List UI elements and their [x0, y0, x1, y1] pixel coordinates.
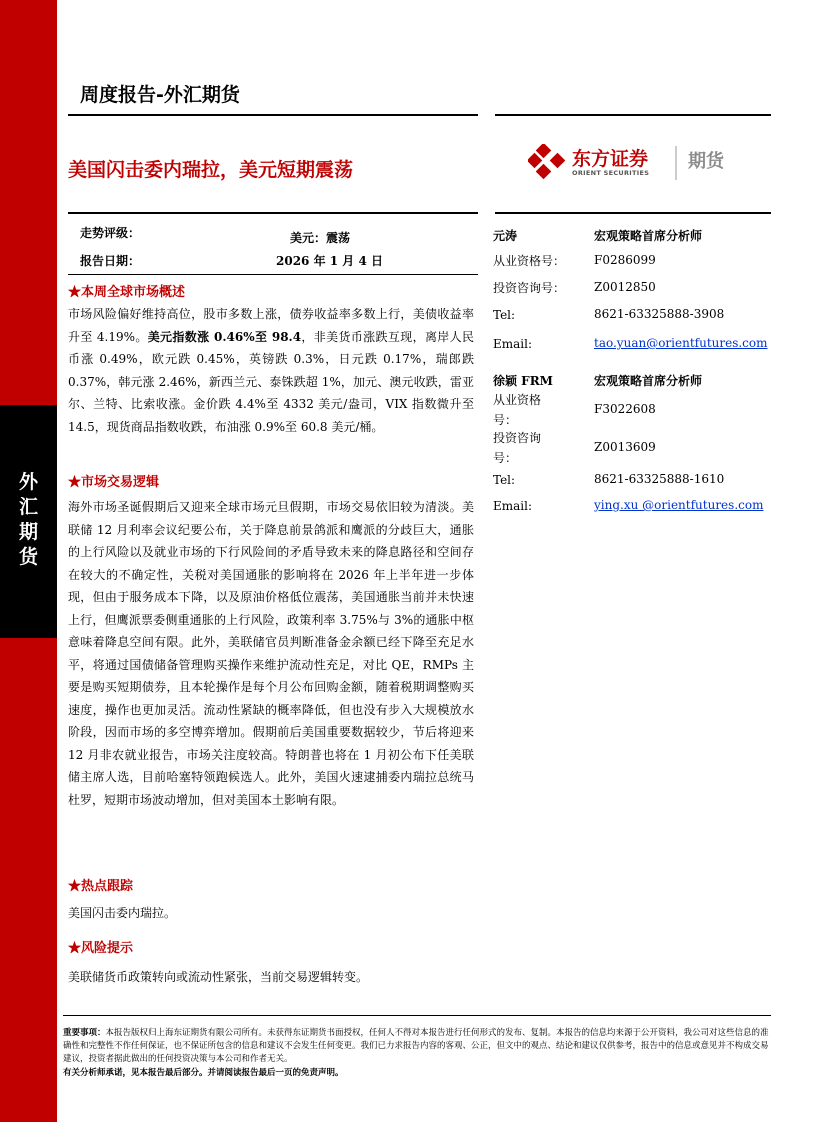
analyst-2-name: 徐颖 FRM [493, 374, 553, 388]
footer-disclaimer [63, 1027, 771, 1066]
analyst-promise-note: 有关分析师承诺，见本报告最后部分。并请阅读报告最后一页的免责声明。 [63, 1068, 344, 1078]
analyst-2-qual-value: F3022608 [594, 402, 656, 416]
analyst-2-email-label: Email: [493, 499, 533, 513]
analyst-2-tel-label: Tel: [493, 473, 516, 487]
overview-highlight: 美元指数涨 0.46%至 98.4 [147, 329, 302, 344]
section-risk-body: 美联储货币政策转向或流动性紧张，当前交易逻辑转变。 [68, 970, 369, 984]
trend-rating-label: 走势评级： [80, 226, 141, 240]
analyst-1-title: 宏观策略首席分析师 [594, 229, 703, 243]
analyst-1-email-link[interactable]: tao.yuan@orientfutures.com [594, 336, 768, 350]
footer-rule [63, 1015, 771, 1016]
trend-rating-value: 美元：震荡 [290, 231, 351, 245]
section-overview-title: 本周全球市场概述 [81, 285, 186, 300]
star-icon: ★ [68, 941, 82, 956]
logo-cn-name: 东方证券 [572, 148, 649, 170]
company-logo [528, 144, 768, 184]
section-overview-body [68, 303, 474, 438]
meta-rule [68, 274, 478, 275]
logo-en-name: ORIENT SECURITIES [572, 169, 650, 177]
category-side-tab-char: 外 [18, 471, 38, 493]
title-rule-left [68, 212, 478, 214]
analyst-2-consult-label: 投资咨询号： [493, 431, 542, 465]
logo-division: 期货 [688, 151, 724, 172]
section-hot-title: 热点跟踪 [81, 879, 134, 894]
analyst-2-qual-label: 从业资格号： [493, 393, 542, 427]
section-logic-title: 市场交易逻辑 [81, 475, 160, 490]
analyst-1-email-label: Email: [493, 337, 533, 351]
analyst-1-qual-label: 从业资格号： [493, 254, 566, 268]
star-icon: ★ [68, 475, 82, 490]
star-icon: ★ [68, 879, 82, 894]
analyst-1-name: 元涛 [493, 229, 518, 243]
disclaimer-text: 本报告版权归上海东证期货有限公司所有。未获得东证期货书面授权，任何人不得对本报告进行任何形式的发布、复制。本报告的信息均来源于公开资料，我公司对这些信息的准确性和完整性不作任何保证，也不保证所包含的信息和建议不会发生任何变更。我们已力求报告内容的客观、公正，但文中的观点、结论和建议仅供参考，报告中的信息或意见并不构成交易建议，投资者据此做出的任何投资决策与本公司和作者无关。 [63, 1028, 769, 1064]
analyst-1-consult-label: 投资咨询号： [493, 281, 566, 295]
section-logic-body: 海外市场圣诞假期后又迎来全球市场元旦假期，市场交易依旧较为清淡。美联储 12 月利率会议纪要公布，关于降息前景鸽派和鹰派的分歧巨大，通胀的上行风险以及就业市场的下行风险间的矛盾导致未来的降息路径和空间存在较大的不确定性，关税对美国通胀的影响将在 2026 年上半年进一步体现，但由于服务成本下降，以及原油价格低位震荡，美国通胀当前并未快速上行，但鹰派票委侧重通胀的上行风险，政策利率 3.75%与 3%的通胀中枢意味着降息空间有限。此外，美联储官员判断准备金余额已经下降至充足水平，将通过国债储备管理购买操作来维护流动性充足，对比 QE，RMPs 主要是购买短期债券，且本轮操作是每个月公布回购金额，随着税期调整购买速度，操作也更加灵活。流动性紧缺的概率降低，但也没有步入大规模放水阶段，因而市场的多空博弈增加。假期前后美国重要数据较少，节后将迎来 12 月非农就业报告，市场关注度较高。特朗普也将在 1 月初公布下任美联储主席人选，目前哈塞特领跑候选人。此外，美国火速逮捕委内瑞拉总统马杜罗，短期市场波动增加，但对美国本土影响有限。 [68, 500, 474, 807]
header-rule-left [68, 114, 478, 116]
analyst-1-tel-label: Tel: [493, 308, 516, 322]
category-side-tab-char: 期 [18, 521, 38, 543]
section-hot-body: 美国闪击委内瑞拉。 [68, 906, 177, 920]
section-hot-heading [68, 875, 133, 894]
analyst-2-email-link[interactable]: ying.xu @orientfutures.com [594, 498, 764, 512]
header-rule-right [495, 114, 771, 116]
section-risk-heading [68, 937, 133, 956]
section-overview-heading [68, 281, 185, 300]
report-type-heading: 周度报告-外汇期货 [80, 84, 240, 106]
document-title: 美国闪击委内瑞拉，美元短期震荡 [68, 159, 354, 181]
title-rule-right [495, 212, 771, 214]
overview-text-2: ，非美货币涨跌互现，离岸人民币涨 0.49%，欧元跌 0.45%，英镑跌 0.3%，日元跌 0.17%，瑞郎跌 0.37%，韩元涨 2.46%，新西兰元、泰铢跌超 1%，加元、澳元收跌，雷亚尔、兰特、比索收涨。金价跌 4.4%至 4332 美元/盎司，VIX 指数微升至 14.5，现货商品指数收跌，布油涨 0.9%至 60.8 美元/桶。 [68, 329, 474, 434]
overview-text-1: 市场风险偏好维持高位，股市多数上涨，债券收益率多数上行，美债收益率升至 4.19%。 [68, 307, 474, 344]
category-side-tab-char: 货 [18, 546, 38, 568]
section-risk-title: 风险提示 [81, 941, 134, 956]
report-date-label: 报告日期： [80, 254, 141, 268]
analyst-1-consult-value: Z0012850 [594, 280, 656, 294]
analyst-2-title: 宏观策略首席分析师 [594, 374, 703, 388]
analyst-2-consult-value: Z0013609 [594, 440, 656, 454]
category-side-tab-label [0, 470, 57, 570]
analyst-2-tel-value: 8621-63325888-1610 [594, 472, 725, 486]
analyst-1-qual-value: F0286099 [594, 253, 656, 267]
analyst-1-tel-value: 8621-63325888-3908 [594, 307, 725, 321]
category-side-tab-char: 汇 [18, 496, 38, 518]
section-logic-heading [68, 471, 159, 490]
star-icon: ★ [68, 285, 82, 300]
disclaimer-label: 重要事项： [63, 1028, 106, 1038]
report-date-value: 2026 年 1 月 4 日 [276, 254, 383, 268]
